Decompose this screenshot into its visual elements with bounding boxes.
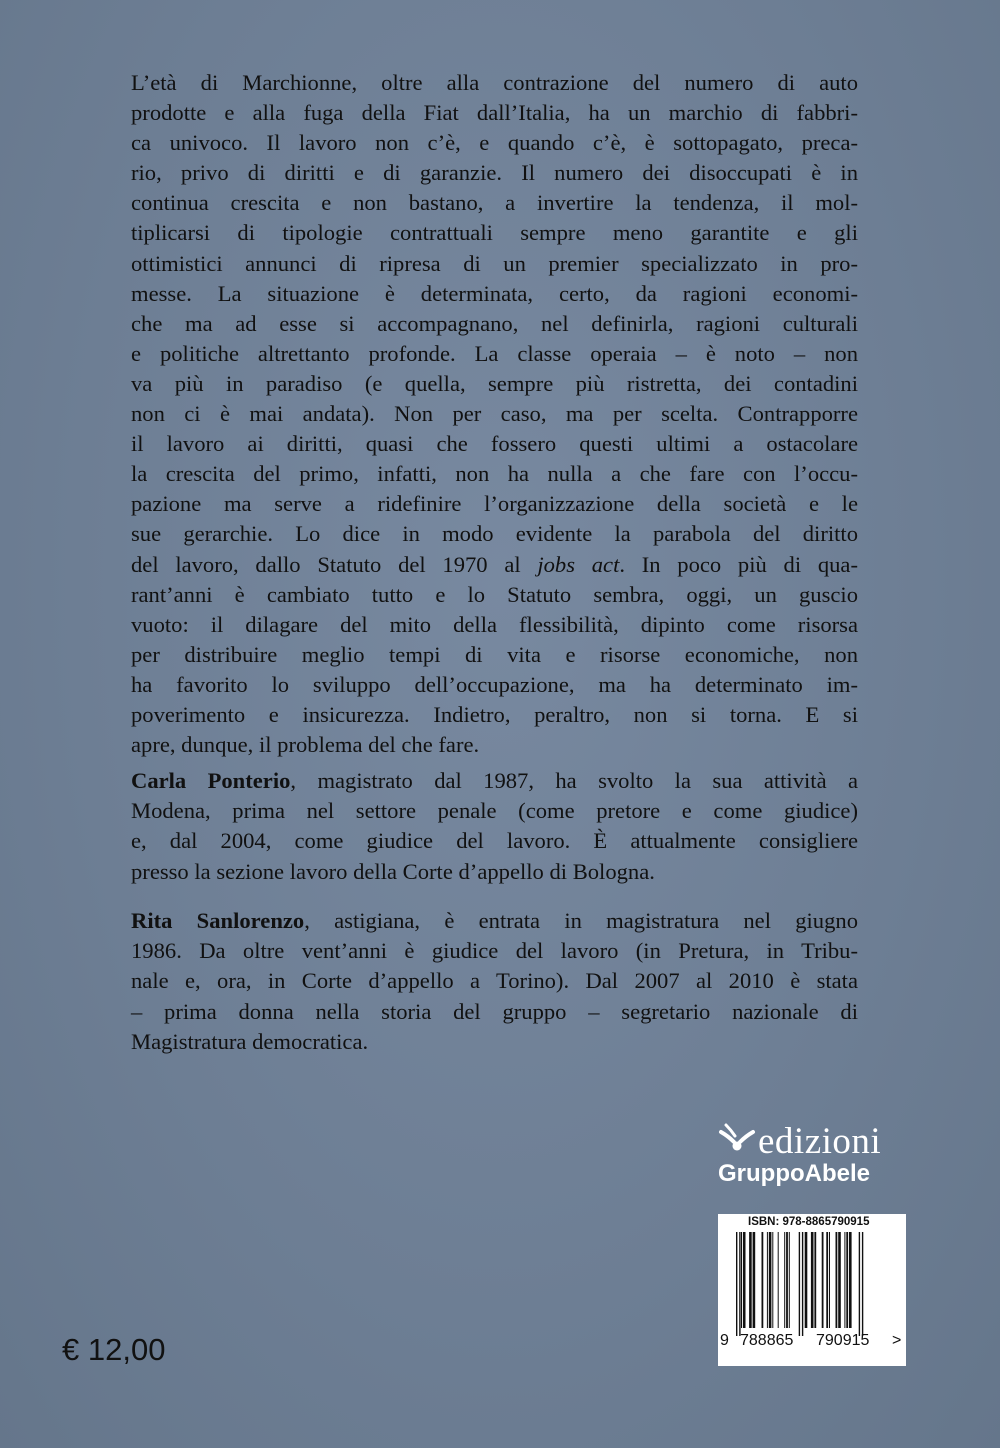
- blurb-line-tail: . In poco più di qua-: [619, 551, 858, 577]
- blurb-line: tiplicarsi di tipologie contrattuali sempre meno garantite e gli: [131, 220, 858, 246]
- barcode-quiet-marker: >: [892, 1332, 902, 1349]
- bio-line: nale e, ora, in Corte d’appello a Torino). Dal 2007 al 2010 è stata: [131, 968, 858, 994]
- barcode-digits-right: 790915: [816, 1332, 870, 1349]
- bio-line: – prima donna nella storia del gruppo – segretario nazionale di: [131, 998, 858, 1024]
- blurb-line: il lavoro ai diritti, quasi che fossero questi ultimi a ostacolare: [131, 431, 858, 457]
- publisher-word: edizioni: [758, 1121, 882, 1162]
- author-bio-sanlorenzo: [131, 906, 858, 1057]
- blurb-line: vuoto: il dilagare del mito della flessibilità, dipinto come risorsa: [131, 611, 858, 637]
- barcode: [718, 1214, 906, 1366]
- bio-line: presso la sezione lavoro della Corte d’appello di Bologna.: [131, 858, 655, 884]
- publisher-mark-icon: [718, 1122, 756, 1158]
- barcode-digits-left: 788865: [740, 1332, 794, 1349]
- blurb-line: messe. La situazione è determinata, certo, da ragioni economi-: [131, 280, 858, 306]
- blurb-line: [131, 550, 858, 580]
- bio-line: Magistratura democratica.: [131, 1028, 369, 1054]
- blurb-line: per distribuire meglio tempi di vita e risorse economiche, non: [131, 641, 858, 667]
- blurb-line: L’età di Marchionne, oltre alla contrazione del numero di auto: [131, 70, 858, 95]
- bio-text: , astigiana, è entrata in magistratura nel giugno: [304, 908, 858, 933]
- blurb-line: prodotte e alla fuga della Fiat dall’Italia, ha un marchio di fabbri-: [131, 100, 858, 126]
- blurb-line: che ma ad esse si accompagnano, nel definirla, ragioni culturali: [131, 310, 858, 336]
- bio-line: 1986. Da oltre vent’anni è giudice del lavoro (in Pretura, in Tribu-: [131, 938, 858, 964]
- bio-line: [131, 766, 858, 796]
- blurb-line: ottimistici annunci di ripresa di un premier specializzato in pro-: [131, 250, 858, 276]
- bio-line: [131, 906, 858, 936]
- blurb-line: poverimento e insicurezza. Indietro, peraltro, non si torna. E si: [131, 701, 858, 727]
- bio-line: e, dal 2004, come giudice del lavoro. È attualmente consigliere: [131, 828, 858, 854]
- jobs-act-term: jobs act: [537, 551, 620, 577]
- bio-line: Modena, prima nel settore penale (come pretore e come giudice): [131, 798, 858, 824]
- price: € 12,00: [62, 1332, 166, 1367]
- blurb-line: ca univoco. Il lavoro non c’è, e quando c’è, è sottopagato, preca-: [131, 130, 858, 156]
- blurb-line: la crescita del primo, infatti, non ha nulla a che fare con l’occu-: [131, 461, 858, 487]
- blurb-line: sue gerarchie. Lo dice in modo evidente la parabola del diritto: [131, 521, 858, 547]
- author-name: Carla Ponterio: [131, 768, 291, 793]
- barcode-digit-prefix: 9: [720, 1332, 729, 1349]
- blurb-line: rio, privo di diritti e di garanzie. Il numero dei disoccupati è in: [131, 160, 858, 186]
- publisher-name: GruppoAbele: [718, 1160, 871, 1187]
- author-bio-ponterio: [131, 766, 858, 887]
- bio-text: , magistrato dal 1987, ha svolto la sua attività a: [290, 768, 858, 793]
- blurb-line: e politiche altrettanto profonde. La classe operaia – è noto – non: [131, 340, 858, 366]
- blurb-line: va più in paradiso (e quella, sempre più ristretta, dei contadini: [131, 370, 858, 396]
- blurb-line: pazione ma serve a ridefinire l’organizzazione della società e le: [131, 491, 858, 517]
- blurb-line: continua crescita e non bastano, a invertire la tendenza, il mol-: [131, 190, 858, 216]
- blurb-line-head: del lavoro, dallo Statuto del 1970 al: [131, 551, 538, 577]
- blurb-text: [131, 68, 858, 760]
- publisher-logo: [716, 1120, 916, 1200]
- blurb-line: apre, dunque, il problema del che fare.: [131, 732, 480, 758]
- isbn-label: ISBN: 978-8865790915: [748, 1216, 870, 1228]
- blurb-line: ha favorito lo sviluppo dell’occupazione, ma ha determinato im-: [131, 671, 858, 697]
- blurb-line: rant’anni è cambiato tutto e lo Statuto sembra, oggi, un guscio: [131, 581, 858, 607]
- blurb-line: non ci è mai andata). Non per caso, ma per scelta. Contrapporre: [131, 401, 858, 427]
- barcode-bars: [724, 1232, 900, 1336]
- author-name: Rita Sanlorenzo: [131, 908, 305, 933]
